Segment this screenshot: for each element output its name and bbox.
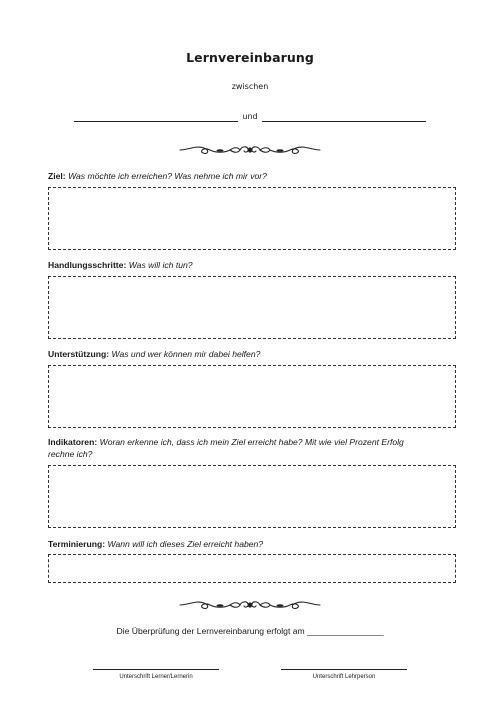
learner-signature-line[interactable] xyxy=(93,669,219,670)
between-label: zwischen xyxy=(231,82,269,91)
and-label: und xyxy=(242,112,258,121)
party-1-line[interactable] xyxy=(74,121,238,122)
section-indikatoren-label: Indikatoren: Woran erkenne ich, dass ich mein Ziel erreicht habe? Mit wie viel Prozent Erfolg rechne ich? xyxy=(48,437,404,459)
review-date-line xyxy=(0,626,500,636)
section-handlungsschritte-label: Handlungsschritte: Was will ich tun? xyxy=(48,260,193,270)
ornament-divider-icon xyxy=(178,143,322,157)
teacher-signature-label: Unterschrift Lehrperson xyxy=(312,674,376,680)
section-ziel-input-box[interactable] xyxy=(48,187,456,250)
review-date-blank[interactable]: ________________ xyxy=(307,626,384,636)
document-title: Lernvereinbarung xyxy=(186,50,314,65)
party-2-line[interactable] xyxy=(262,121,426,122)
section-unterstuetzung-input-box[interactable] xyxy=(48,365,456,428)
learner-signature-label: Unterschrift Lerner/Lernerin xyxy=(119,674,193,680)
teacher-signature-line[interactable] xyxy=(281,669,407,670)
section-indikatoren-input-box[interactable] xyxy=(48,465,456,528)
section-terminierung-label: Terminierung: Wann will ich dieses Ziel erreicht haben? xyxy=(48,539,264,549)
section-handlungsschritte-input-box[interactable] xyxy=(48,276,456,339)
section-terminierung-input-box[interactable] xyxy=(48,554,456,583)
review-text: Die Überprüfung der Lernvereinbarung erfolgt am xyxy=(116,626,305,636)
section-ziel-label: Ziel: Was möchte ich erreichen? Was nehme ich mir vor? xyxy=(48,171,267,181)
ornament-divider-icon xyxy=(178,598,322,612)
section-unterstuetzung-label: Unterstützung: Was und wer können mir dabei helfen? xyxy=(48,349,261,359)
